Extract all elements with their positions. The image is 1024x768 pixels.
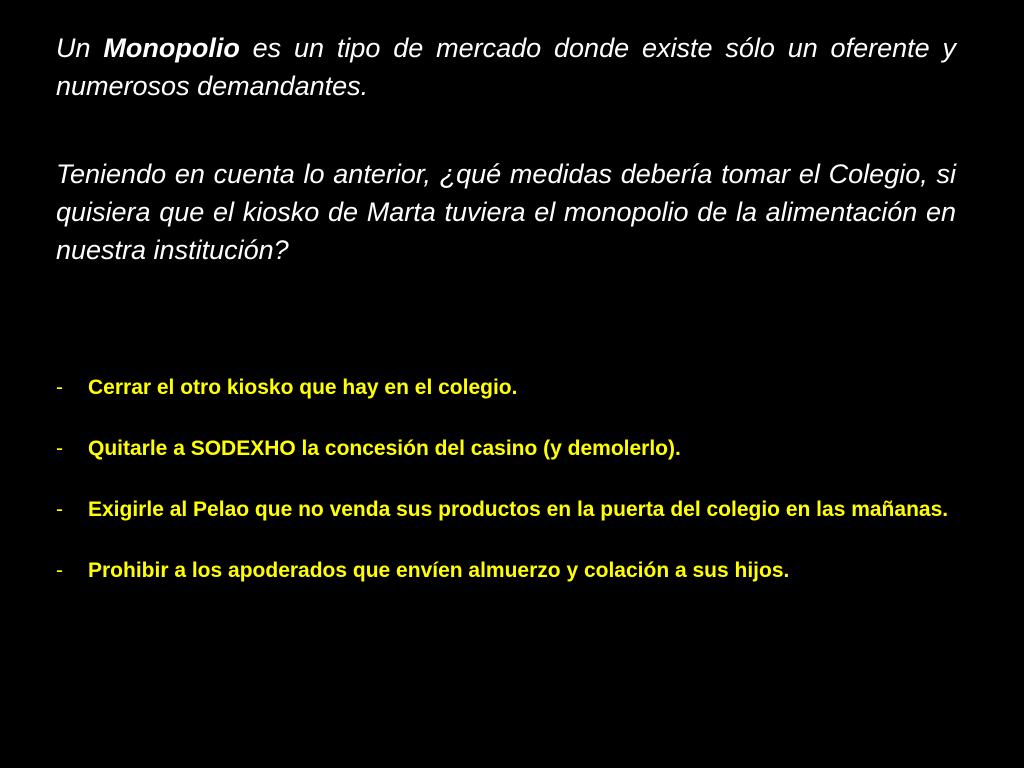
answer-text: Cerrar el otro kiosko que hay en el colegio. — [88, 376, 518, 399]
answer-text: Quitarle a SODEXHO la concesión del casino (y demolerlo). — [88, 437, 681, 460]
bullet-dash: - — [56, 498, 63, 521]
answer-item — [56, 433, 956, 464]
bullet-dash: - — [56, 559, 63, 582]
answer-item — [56, 494, 956, 525]
question-text: Teniendo en cuenta lo anterior, ¿qué medidas debería tomar el Colegio, si quisiera que el kiosko de Marta tuviera el monopolio de la alimentación en nuestra institución? — [56, 159, 956, 265]
bullet-dash: - — [56, 376, 63, 399]
answer-text: Exigirle al Pelao que no venda sus productos en la puerta del colegio en las mañanas. — [88, 498, 949, 521]
bullet-dash: - — [56, 437, 63, 460]
answer-item — [56, 372, 956, 403]
answer-item — [56, 555, 956, 586]
definition-rest: es un tipo de mercado donde existe sólo un oferente y numerosos demandantes. — [56, 33, 956, 101]
monopoly-definition — [56, 29, 956, 105]
definition-term: Monopolio — [103, 33, 240, 63]
answer-list — [56, 372, 956, 616]
definition-lead: Un — [56, 33, 104, 63]
answer-text: Prohibir a los apoderados que envíen almuerzo y colación a sus hijos. — [88, 559, 790, 582]
